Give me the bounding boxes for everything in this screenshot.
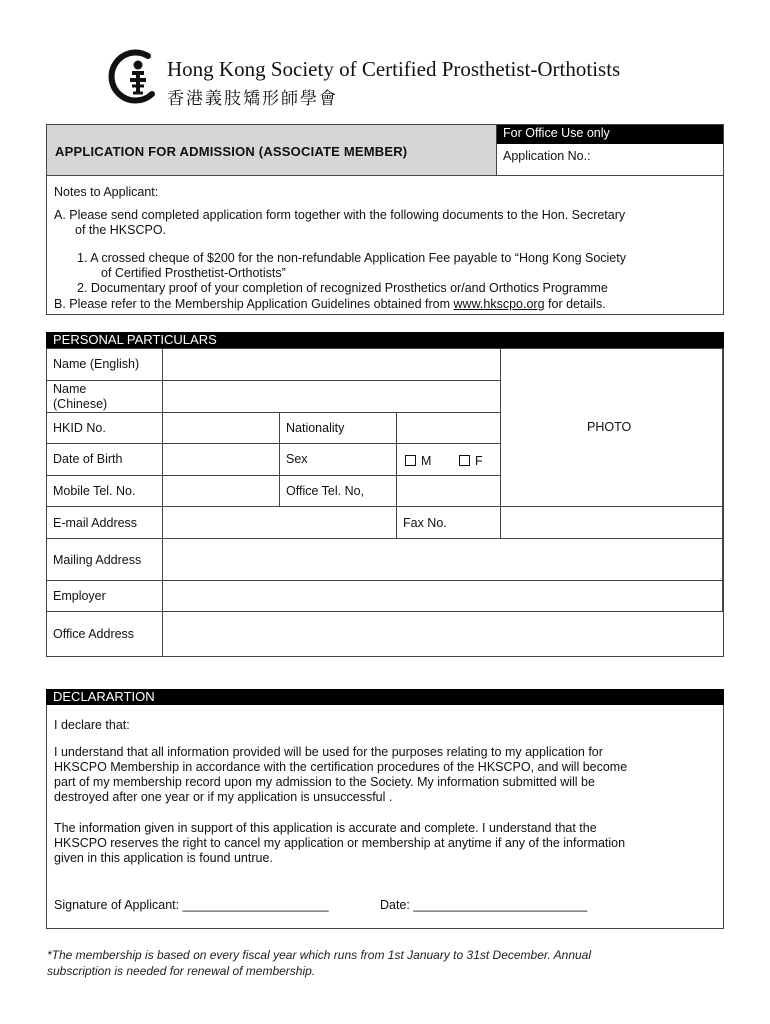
name-chinese-label-1: Name	[53, 382, 87, 396]
fax-label: Fax No.	[403, 516, 447, 530]
sex-male-label: M	[421, 454, 432, 468]
nationality-label-cell	[280, 413, 397, 444]
sex-options-cell	[397, 444, 501, 476]
personal-particulars-header: PERSONAL PARTICULARS	[46, 332, 724, 348]
employer-label: Employer	[53, 589, 106, 603]
office-address-label: Office Address	[53, 627, 135, 641]
note-item1-line1: 1. A crossed cheque of $200 for the non-refundable Application Fee payable to “Hong Kong Society	[77, 251, 626, 265]
office-tel-field[interactable]	[397, 476, 501, 507]
hkid-label: HKID No.	[53, 421, 106, 435]
name-english-label-cell	[47, 349, 163, 381]
office-use-bar	[497, 125, 723, 144]
nationality-label: Nationality	[286, 421, 345, 435]
name-english-field[interactable]	[163, 349, 501, 381]
note-b-prefix: B. Please refer to the Membership Application Guidelines obtained from	[54, 297, 454, 311]
mailing-label: Mailing Address	[53, 553, 142, 567]
declaration-p1-line2: HKSCPO Membership in accordance with the certification procedures of the HKSCPO, and will become	[54, 760, 628, 774]
email-label-cell	[47, 507, 163, 539]
signature-field[interactable]: Signature of Applicant: _____________________	[54, 898, 329, 912]
office-use-label: For Office Use only	[503, 126, 610, 140]
declaration-p1-line4: destroyed after one year or if my application is unsuccessful .	[54, 790, 393, 804]
membership-footnote	[47, 947, 591, 979]
declaration-p2-line1: The information given in support of this application is accurate and complete. I understand that the	[54, 821, 597, 835]
declaration-box	[46, 705, 724, 929]
photo-box[interactable]	[501, 349, 723, 507]
female-checkbox[interactable]	[459, 455, 470, 466]
dob-label: Date of Birth	[53, 452, 123, 466]
date-field[interactable]: Date: _________________________	[380, 898, 588, 912]
note-a-line1: A. Please send completed application form together with the following documents to the Hon. Secretary	[54, 208, 626, 222]
note-item1-line2: of Certified Prosthetist-Orthotists”	[101, 266, 286, 280]
sex-label: Sex	[286, 452, 308, 466]
mailing-address-field[interactable]	[163, 539, 723, 581]
note-b	[54, 297, 606, 312]
employer-label-cell	[47, 581, 163, 612]
declaration-p1-line3: part of my membership record upon my admission to the Society. My information submitted will be	[54, 775, 595, 789]
application-title: APPLICATION FOR ADMISSION (ASSOCIATE MEMBER)	[55, 144, 408, 159]
office-address-field[interactable]	[163, 612, 723, 656]
office-address-label-cell	[47, 612, 163, 656]
employer-field[interactable]	[163, 581, 723, 612]
office-tel-label-cell	[280, 476, 397, 507]
note-item2: 2. Documentary proof of your completion of recognized Prosthetics or/and Orthotics Programme	[77, 281, 608, 295]
sex-female-label: F	[475, 454, 483, 468]
declaration-p2-line3: given in this application is found untrue.	[54, 851, 273, 865]
declaration-intro: I declare that:	[54, 718, 130, 732]
application-no-label: Application No.:	[503, 149, 591, 163]
sex-male-option[interactable]	[405, 454, 431, 468]
photo-label: PHOTO	[587, 420, 632, 434]
personal-particulars-table	[46, 348, 724, 657]
mobile-label-cell	[47, 476, 163, 507]
name-chinese-field[interactable]	[163, 381, 501, 413]
dob-field[interactable]	[163, 444, 280, 476]
org-name-zh: 香港義肢矯形師學會	[167, 89, 338, 109]
email-label: E-mail Address	[53, 516, 138, 530]
declaration-header: DECLARARTION	[46, 689, 724, 705]
name-chinese-label-cell	[47, 381, 163, 413]
note-b-suffix: for details.	[544, 297, 606, 311]
application-title-cell	[47, 125, 497, 175]
sex-label-cell	[280, 444, 397, 476]
footnote-line1: *The membership is based on every fiscal year which runs from 1st January to 31st December. Annual	[47, 948, 592, 962]
sex-female-option[interactable]	[459, 454, 483, 468]
notes-heading: Notes to Applicant:	[54, 185, 159, 199]
email-field[interactable]	[163, 507, 397, 539]
hkscpo-website-link[interactable]: www.hkscpo.org	[453, 297, 545, 311]
org-name-en: Hong Kong Society of Certified Prosthetist-Orthotists	[167, 57, 621, 81]
declaration-p2-line2: HKSCPO reserves the right to cancel my application or membership at anytime if any of the information	[54, 836, 626, 850]
hkid-label-cell	[47, 413, 163, 444]
mobile-label: Mobile Tel. No.	[53, 484, 136, 498]
fax-field[interactable]	[501, 507, 723, 539]
application-header-box	[46, 124, 724, 176]
note-a-line2: of the HKSCPO.	[75, 223, 167, 237]
name-english-label: Name (English)	[53, 357, 140, 371]
society-logo-icon	[108, 48, 164, 104]
fax-label-cell	[397, 507, 501, 539]
mobile-field[interactable]	[163, 476, 280, 507]
dob-label-cell	[47, 444, 163, 476]
male-checkbox[interactable]	[405, 455, 416, 466]
mailing-label-cell	[47, 539, 163, 581]
footnote-line2: subscription is needed for renewal of membership.	[47, 964, 316, 978]
office-tel-label: Office Tel. No,	[286, 484, 365, 498]
name-chinese-label-2: (Chinese)	[53, 397, 108, 411]
declaration-p1-line1: I understand that all information provided will be used for the purposes relating to my application for	[54, 745, 603, 759]
notes-to-applicant	[46, 175, 724, 315]
nationality-field[interactable]	[397, 413, 501, 444]
hkid-field[interactable]	[163, 413, 280, 444]
